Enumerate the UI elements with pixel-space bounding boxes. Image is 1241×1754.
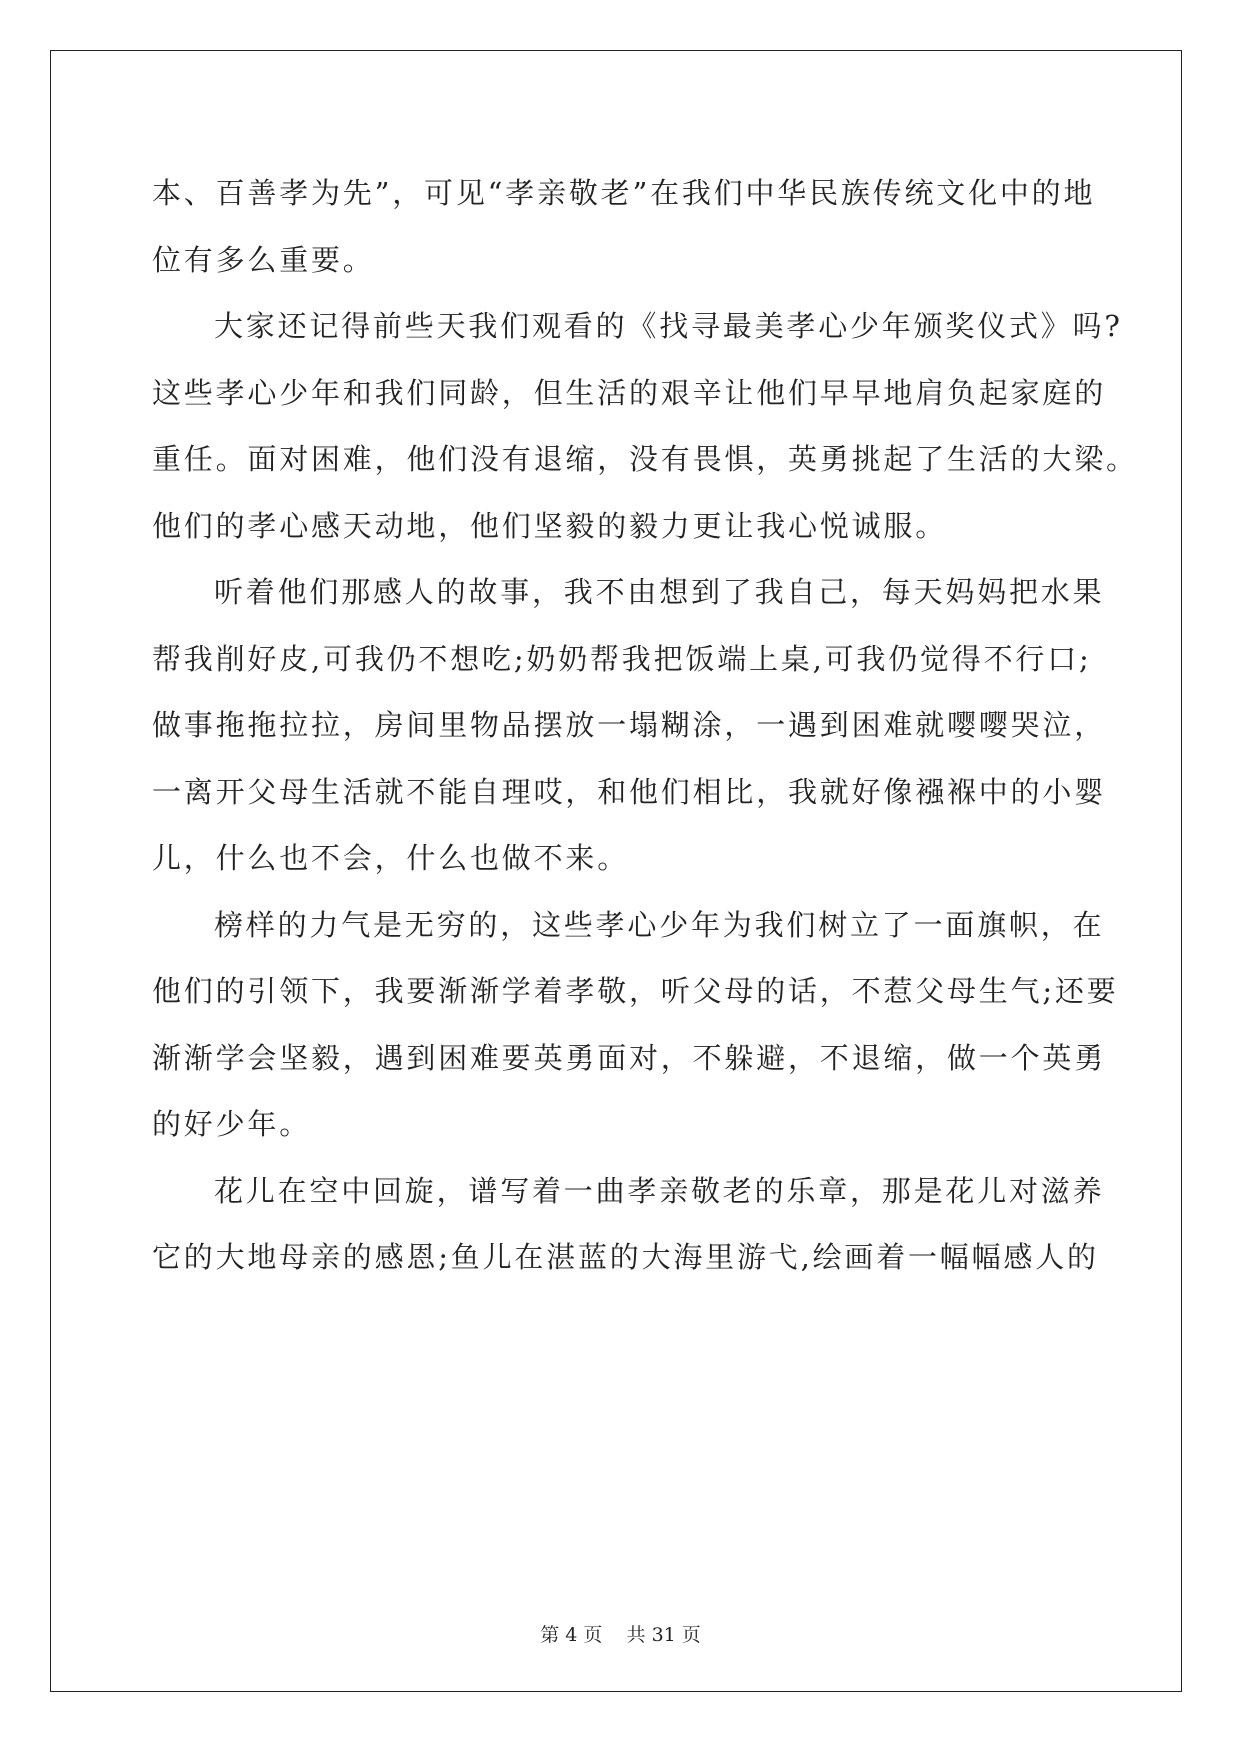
paragraph-first-line: 大家还记得前些天我们观看的《找寻最美孝心少年颁奖仪式》吗? bbox=[214, 309, 1123, 343]
page-number-footer: 第 4 页 共 31 页 bbox=[540, 1624, 701, 1646]
text-line: 一离开父母生活就不能自理哎，和他们相比，我就好像襁褓中的小婴 bbox=[152, 774, 1107, 809]
text-line: 他们的引领下，我要渐渐学着孝敬，听父母的话，不惹父母生气;还要 bbox=[152, 974, 1119, 1008]
text-line: 本、百善孝为先”，可见“孝亲敬老”在我们中华民族传统文化中的地 bbox=[152, 176, 1096, 210]
text-line: 它的大地母亲的感恩;鱼儿在湛蓝的大海里游弋,绘画着一幅幅感人的 bbox=[152, 1240, 1099, 1274]
paragraph-first-line: 听着他们那感人的故事，我不由想到了我自己，每天妈妈把水果 bbox=[214, 575, 1105, 609]
text-line: 这些孝心少年和我们同龄，但生活的艰辛让他们早早地肩负起家庭的 bbox=[152, 375, 1107, 410]
text-line: 做事拖拖拉拉，房间里物品摆放一塌糊涂，一遇到困难就嘤嘤哭泣， bbox=[152, 708, 1107, 742]
text-line: 儿，什么也不会，什么也做不来。 bbox=[152, 841, 630, 875]
text-line: 渐渐学会坚毅，遇到困难要英勇面对，不躲避，不退缩，做一个英勇 bbox=[152, 1040, 1107, 1075]
text-line: 重任。面对困难，他们没有退缩，没有畏惧，英勇挑起了生活的大梁。 bbox=[152, 442, 1138, 476]
paragraph-first-line: 榜样的力气是无穷的，这些孝心少年为我们树立了一面旗帜，在 bbox=[214, 907, 1105, 942]
text-line: 的好少年。 bbox=[152, 1107, 312, 1141]
text-line: 位有多么重要。 bbox=[152, 242, 375, 277]
text-line: 他们的孝心感天动地，他们坚毅的毅力更让我心悦诚服。 bbox=[152, 508, 948, 543]
body-text bbox=[152, 160, 1138, 1291]
paragraph-first-line: 花儿在空中回旋，谱写着一曲孝亲敬老的乐章，那是花儿对滋养 bbox=[214, 1173, 1105, 1208]
text-line: 帮我削好皮,可我仍不想吃;奶奶帮我把饭端上桌,可我仍觉得不行口; bbox=[152, 641, 1092, 676]
